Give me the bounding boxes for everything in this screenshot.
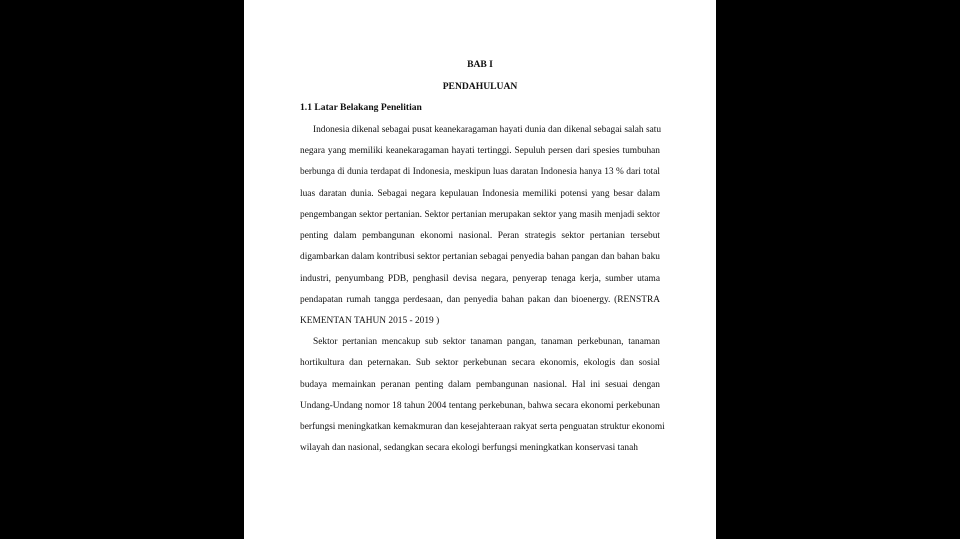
paragraph-line: budaya memainkan peranan penting dalam pembangunan nasional. Hal ini sesuai dengan: [300, 380, 660, 390]
section-heading: 1.1 Latar Belakang Penelitian: [300, 102, 422, 113]
paragraph-line: digambarkan dalam kontribusi sektor pertanian sebagai penyedia bahan pangan dan bahan baku: [300, 252, 660, 262]
document-page: [244, 0, 716, 539]
paragraph-line: berbunga di dunia terdapat di Indonesia, meskipun luas daratan Indonesia hanya 13 % dari total: [300, 167, 660, 177]
paragraph-line: pendapatan rumah tangga perdesaan, dan penyedia bahan pakan dan bioenergy. (RENSTRA: [300, 295, 660, 305]
paragraph-line: Indonesia dikenal sebagai pusat keanekaragaman hayati dunia dan dikenal sebagai salah satu: [313, 125, 662, 135]
paragraph-line: Sektor pertanian mencakup sub sektor tanaman pangan, tanaman perkebunan, tanaman: [313, 337, 660, 347]
paragraph-line: luas daratan dunia. Sebagai negara kepulauan Indonesia memiliki potensi yang besar dalam: [300, 189, 660, 199]
chapter-heading: BAB I: [467, 59, 493, 70]
paragraph-line: negara yang memiliki keanekaragaman hayati tertinggi. Sepuluh persen dari spesies tumbuhan: [300, 146, 660, 156]
paragraph-line: hortikultura dan peternakan. Sub sektor perkebunan secara ekonomis, ekologis dan sosial: [300, 358, 660, 368]
paragraph-line: berfungsi meningkatkan kemakmuran dan kesejahteraan rakyat serta penguatan struktur ekonomi: [300, 422, 665, 432]
paragraph-line: KEMENTAN TAHUN 2015 - 2019 ): [300, 316, 440, 326]
paragraph-line: Undang-Undang nomor 18 tahun 2004 tentang perkebunan, bahwa secara ekonomi perkebunan: [300, 401, 660, 411]
paragraph-line: penting dalam pembangunan ekonomi nasional. Peran strategis sektor pertanian tersebut: [300, 231, 660, 241]
paragraph-line: industri, penyumbang PDB, penghasil devisa negara, penyerap tenaga kerja, sumber utama: [300, 274, 660, 284]
chapter-title: PENDAHULUAN: [442, 81, 518, 92]
paragraph-line: pengembangan sektor pertanian. Sektor pertanian merupakan sektor yang masih menjadi sektor: [300, 210, 660, 220]
paragraph-line: wilayah dan nasional, sedangkan secara ekologi berfungsi meningkatkan konservasi tanah: [300, 443, 638, 453]
